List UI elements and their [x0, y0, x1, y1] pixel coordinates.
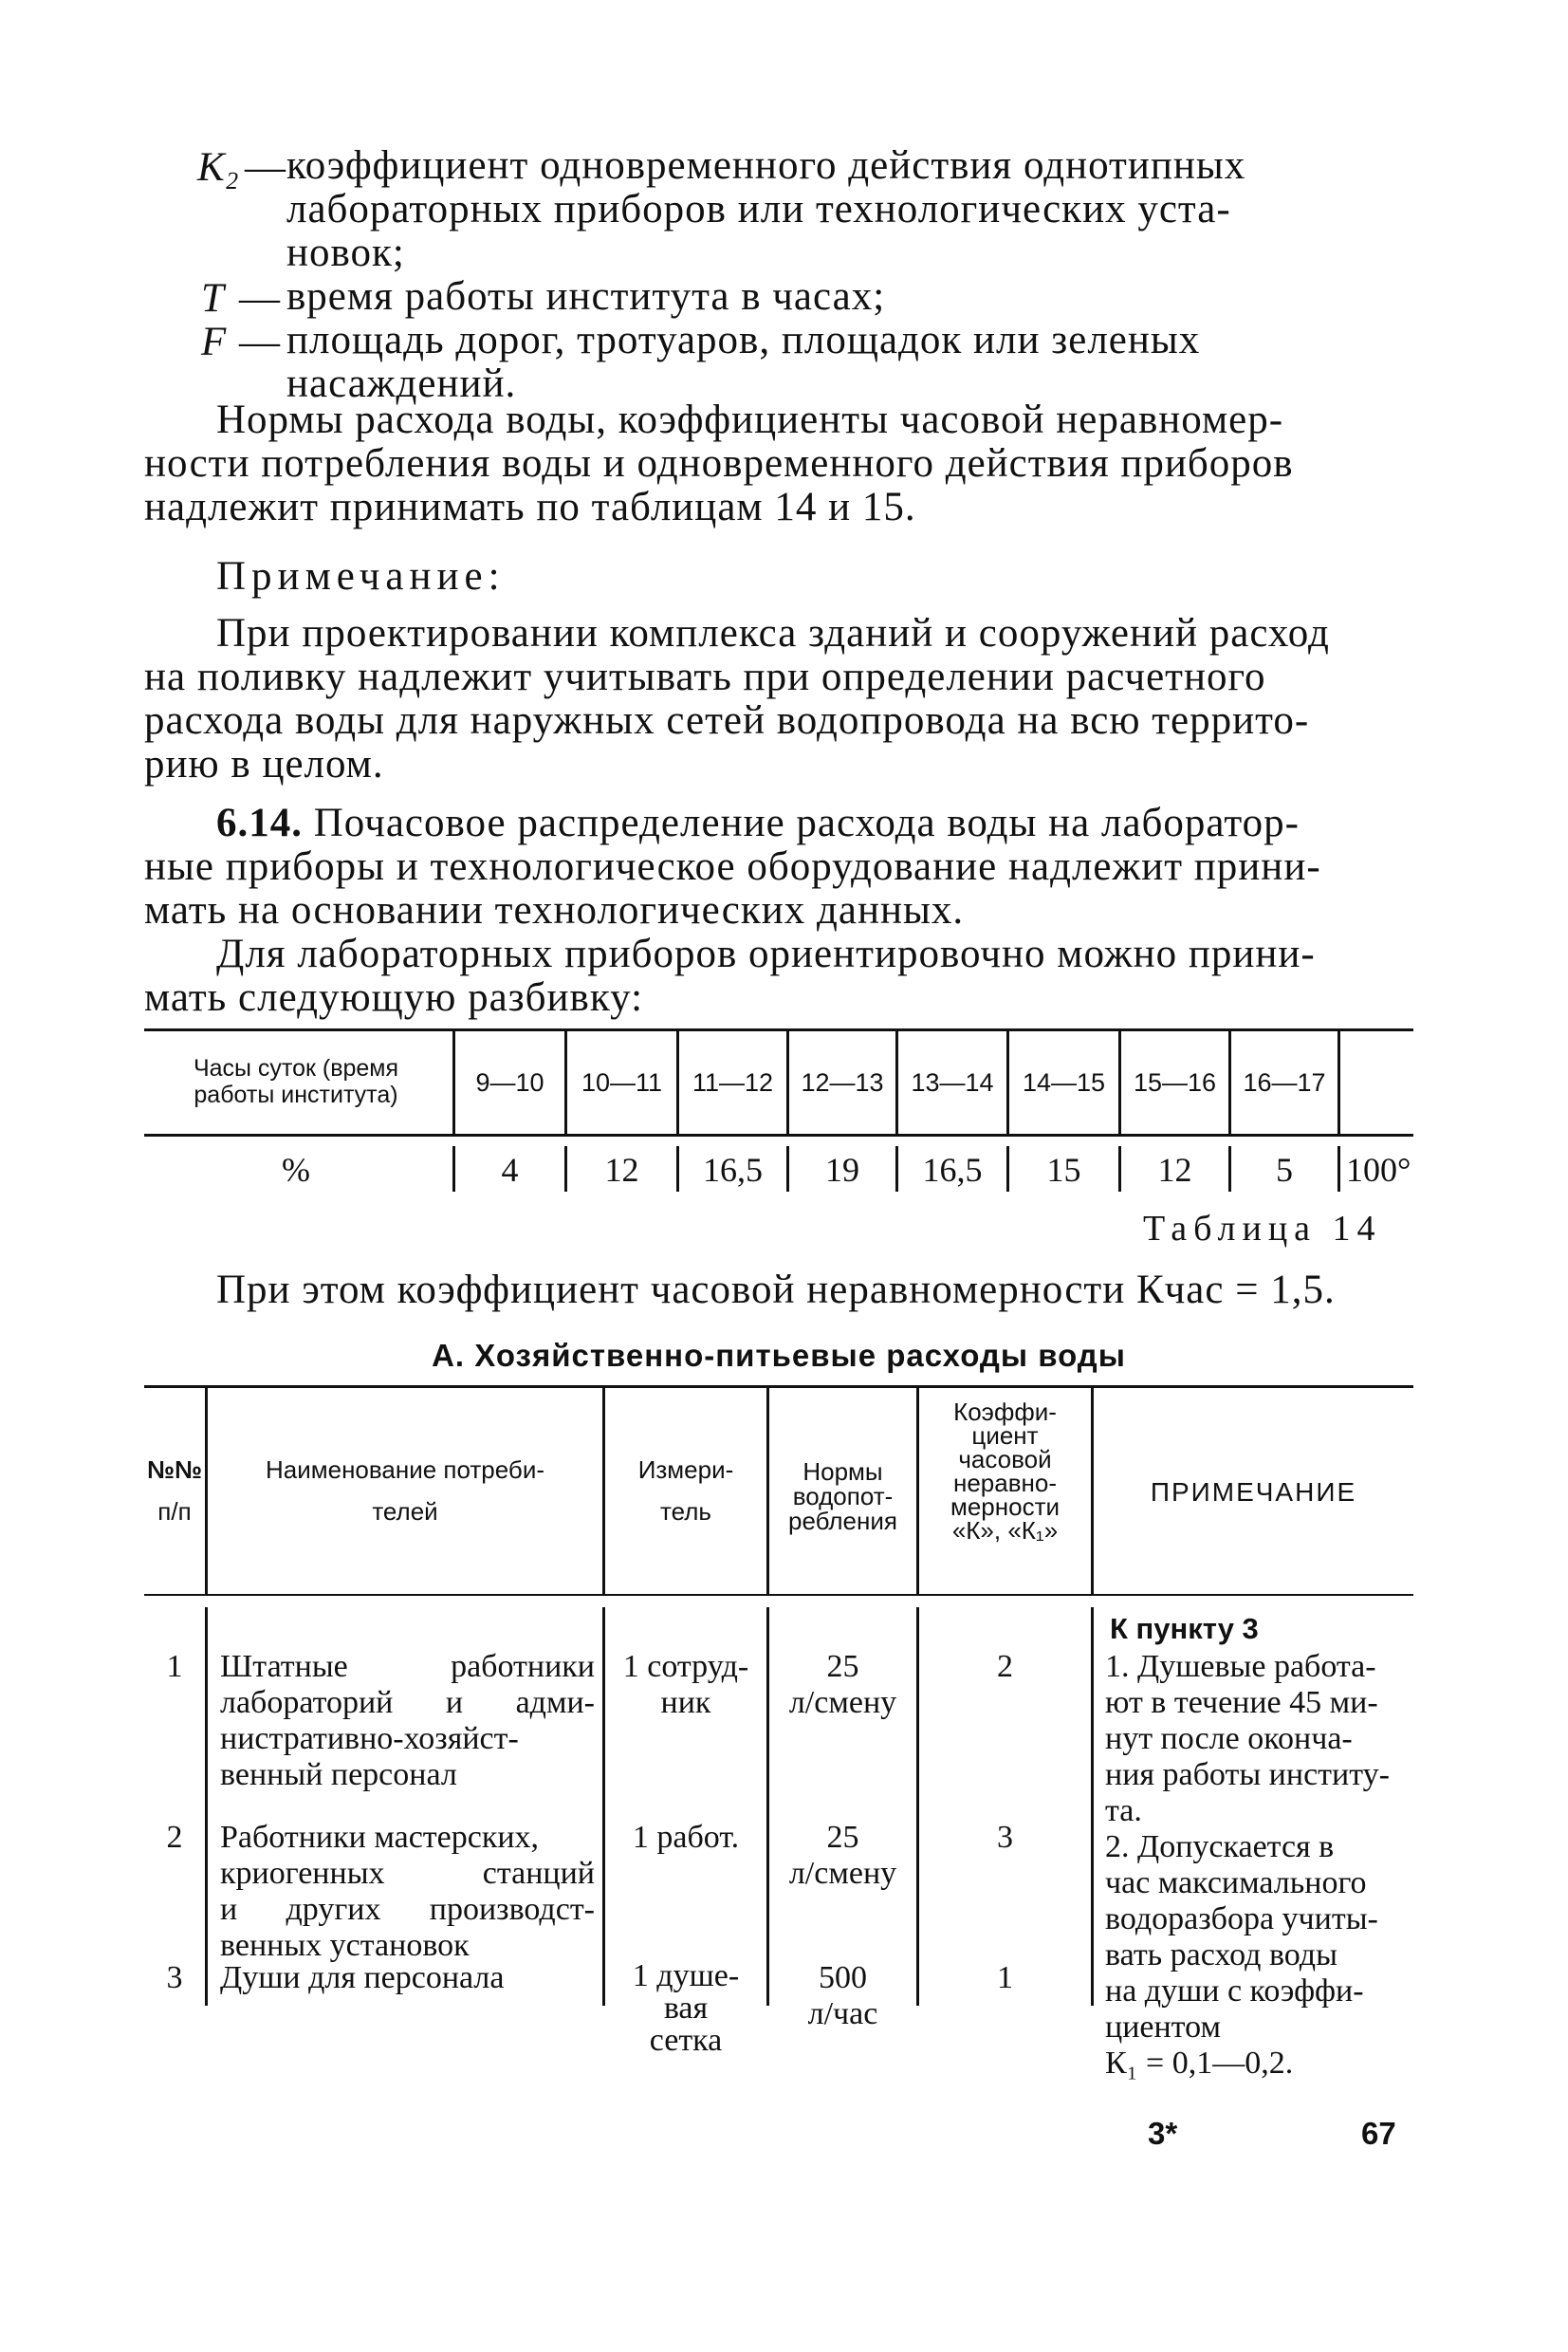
- hour-cell: 16—17: [1243, 1068, 1326, 1097]
- header-line: Нормы: [802, 1457, 883, 1486]
- percent-row-label: %: [282, 1151, 310, 1189]
- header-line: Наименование потреби-: [265, 1455, 545, 1484]
- column-divider: [1337, 1031, 1340, 1134]
- note-line: на души с коэффи-: [1105, 1973, 1364, 2009]
- row-unit: [605, 1649, 766, 1721]
- term-t: T: [201, 276, 224, 321]
- table-rule: [144, 1134, 1413, 1137]
- name-line: лабораторий и адми-: [220, 1685, 595, 1720]
- name-line: венных установок: [220, 1928, 470, 1963]
- definition-line: площадь дорог, тротуаров, площадок или зеленых: [286, 318, 1201, 362]
- row-coef: 2: [997, 1649, 1013, 1684]
- row-coef: 3: [997, 1820, 1013, 1855]
- name-line: Штатные работники: [220, 1649, 595, 1684]
- note-heading: Примечание:: [216, 554, 506, 599]
- percent-cell: 12: [1157, 1151, 1192, 1189]
- percent-cell: 16,5: [922, 1151, 983, 1189]
- header-line: тель: [660, 1497, 711, 1526]
- table-title: А. Хозяйственно-питьевые расходы воды: [432, 1338, 1126, 1373]
- hours-row-header: [144, 1055, 448, 1108]
- paragraph-line: мать следующую разбивку:: [144, 975, 644, 1020]
- header-line: Измери-: [637, 1455, 734, 1484]
- percent-cell: 15: [1046, 1151, 1081, 1189]
- header-line: Коэффи-: [953, 1398, 1057, 1426]
- header-line: часовой: [958, 1445, 1052, 1473]
- section-number: 6.14.: [216, 801, 303, 845]
- row-name: [220, 1649, 595, 1793]
- header-line: №№: [147, 1455, 202, 1484]
- header-coef: [919, 1400, 1091, 1543]
- note-line: К₁ = 0,1—0,2.: [1105, 2046, 1294, 2081]
- row-coef: 1: [997, 1960, 1013, 1995]
- name-line: Работники мастерских,: [220, 1820, 540, 1855]
- table-label: Таблица 14: [1143, 1209, 1382, 1249]
- definition-line: коэффициент одновременного действия однотипных: [286, 143, 1246, 188]
- header-line: водопот-: [792, 1482, 894, 1510]
- hour-cell: 11—12: [692, 1068, 774, 1097]
- table-rule: [144, 1594, 1413, 1596]
- percent-cell: 12: [604, 1151, 639, 1189]
- name-line: нистративно-хозяйст-: [220, 1721, 519, 1756]
- dash: —: [239, 320, 280, 364]
- table-rule: [144, 1028, 1413, 1031]
- unit-line: ник: [660, 1685, 711, 1720]
- notes-body: [1105, 1649, 1411, 2082]
- note-line: ют в течение 45 ми-: [1105, 1685, 1378, 1720]
- term-k2: K₂: [197, 145, 239, 190]
- row-norm: [769, 1649, 916, 1721]
- name-line: Души для персонала: [220, 1960, 505, 1995]
- name-line: криогенных станций: [220, 1856, 595, 1891]
- column-divider: [1091, 1607, 1094, 2006]
- note-line: водоразбора учиты-: [1105, 1901, 1378, 1936]
- norm-line: 25: [826, 1820, 859, 1855]
- unit-line: сетка: [649, 2023, 723, 2058]
- row-unit: [605, 1960, 766, 2057]
- row-name: [220, 1960, 595, 1996]
- header-norm: [769, 1459, 916, 1533]
- percent-cell: 19: [825, 1151, 859, 1189]
- header-line: п/п: [157, 1497, 192, 1526]
- percent-cell: 16,5: [703, 1151, 763, 1189]
- header-unit: [605, 1455, 766, 1526]
- definition-line: новок;: [286, 231, 405, 275]
- column-divider: [205, 1607, 208, 2006]
- norm-line: л/смену: [788, 1685, 897, 1720]
- definition-line: насаждений.: [286, 361, 517, 406]
- norm-line: 500: [819, 1960, 867, 1995]
- header-note: ПРИМЕЧАНИЕ: [1150, 1477, 1357, 1507]
- hour-cell: 9—10: [475, 1068, 544, 1097]
- name-line: и других производст-: [220, 1892, 595, 1927]
- note-line: та.: [1105, 1793, 1142, 1828]
- section-text: Почасовое распределение расхода воды на лаборатор-: [313, 801, 1300, 845]
- definition-line: лабораторных приборов или технологических уста-: [286, 187, 1231, 231]
- note-line: 2. Допускается в: [1105, 1829, 1335, 1864]
- paragraph-line: надлежит принимать по таблицам 14 и 15.: [144, 485, 916, 529]
- row-unit: [605, 1820, 766, 1856]
- note-line: вать расход воды: [1105, 1937, 1337, 1972]
- unit-line: вая: [663, 1991, 709, 2026]
- percent-total-cell: 100°: [1346, 1151, 1411, 1189]
- row-num: 2: [166, 1820, 183, 1855]
- table-rule: [144, 1385, 1413, 1388]
- header-name: [208, 1455, 602, 1526]
- row-num: 1: [166, 1649, 183, 1684]
- paragraph-line: на поливку надлежит учитывать при определении расчетного: [144, 655, 1266, 699]
- section-line: [216, 802, 1300, 845]
- note-line: ния работы институ-: [1105, 1757, 1390, 1792]
- unit-line: 1 работ.: [632, 1820, 740, 1855]
- paragraph-line: расхода воды для наружных сетей водопровода на всю террито-: [144, 698, 1310, 743]
- header-num: [144, 1455, 205, 1526]
- section-line: ные приборы и технологическое оборудование надлежит прини-: [144, 844, 1321, 889]
- percent-cell: 4: [501, 1151, 519, 1189]
- notes-heading: К пункту 3: [1110, 1612, 1259, 1645]
- dash: —: [245, 145, 286, 190]
- section-line: мать на основании технологических данных.: [144, 888, 965, 933]
- header-line: работы института): [194, 1082, 398, 1108]
- paragraph-line: При проектировании комплекса зданий и сооружений расход: [216, 611, 1330, 656]
- header-line: неравно-: [952, 1469, 1058, 1497]
- paragraph-line: Нормы расхода воды, коэффициенты часовой неравномер-: [216, 398, 1284, 442]
- term-f: F: [201, 320, 227, 364]
- dash: —: [239, 276, 280, 321]
- row-name: [220, 1820, 595, 1964]
- coefficient-text: При этом коэффициент часовой неравномерности Кчас = 1,5.: [216, 1268, 1336, 1312]
- row-norm: [769, 1820, 916, 1892]
- signature-mark: 3*: [1148, 2116, 1178, 2151]
- note-line: нут после оконча-: [1105, 1721, 1353, 1756]
- header-line: мерности: [950, 1492, 1061, 1521]
- header-line: циент: [971, 1421, 1039, 1450]
- paragraph-line: ности потребления воды и одновременного действия приборов: [144, 441, 1294, 486]
- hour-cell: 15—16: [1133, 1068, 1217, 1097]
- name-line: венный персонал: [220, 1757, 457, 1792]
- header-line: Часы суток (время: [193, 1055, 399, 1082]
- percent-cell: 5: [1276, 1151, 1293, 1189]
- row-norm: [769, 1960, 916, 2032]
- header-line: «К», «К₁»: [951, 1516, 1059, 1545]
- unit-line: 1 сотруд-: [622, 1649, 749, 1684]
- hour-cell: 12—13: [801, 1068, 884, 1097]
- norm-line: л/смену: [788, 1856, 897, 1891]
- unit-line: 1 душе-: [632, 1958, 740, 1993]
- norm-line: л/час: [807, 1996, 878, 2031]
- header-line: телей: [372, 1497, 438, 1526]
- note-line: час максимального: [1105, 1865, 1367, 1900]
- paragraph-line: рию в целом.: [144, 742, 384, 787]
- note-line: циентом: [1105, 2009, 1221, 2045]
- note-line: 1. Душевые работа-: [1105, 1649, 1376, 1684]
- definition-line: время работы института в часах;: [286, 274, 886, 319]
- page-number: 67: [1361, 2116, 1396, 2151]
- hour-cell: 10—11: [581, 1068, 663, 1097]
- hour-cell: 13—14: [911, 1068, 994, 1097]
- header-line: ребления: [788, 1507, 897, 1535]
- row-num: 3: [166, 1960, 183, 1995]
- norm-line: 25: [826, 1649, 859, 1684]
- hour-cell: 14—15: [1022, 1068, 1106, 1097]
- paragraph-line: Для лабораторных приборов ориентировочно можно прини-: [216, 932, 1316, 976]
